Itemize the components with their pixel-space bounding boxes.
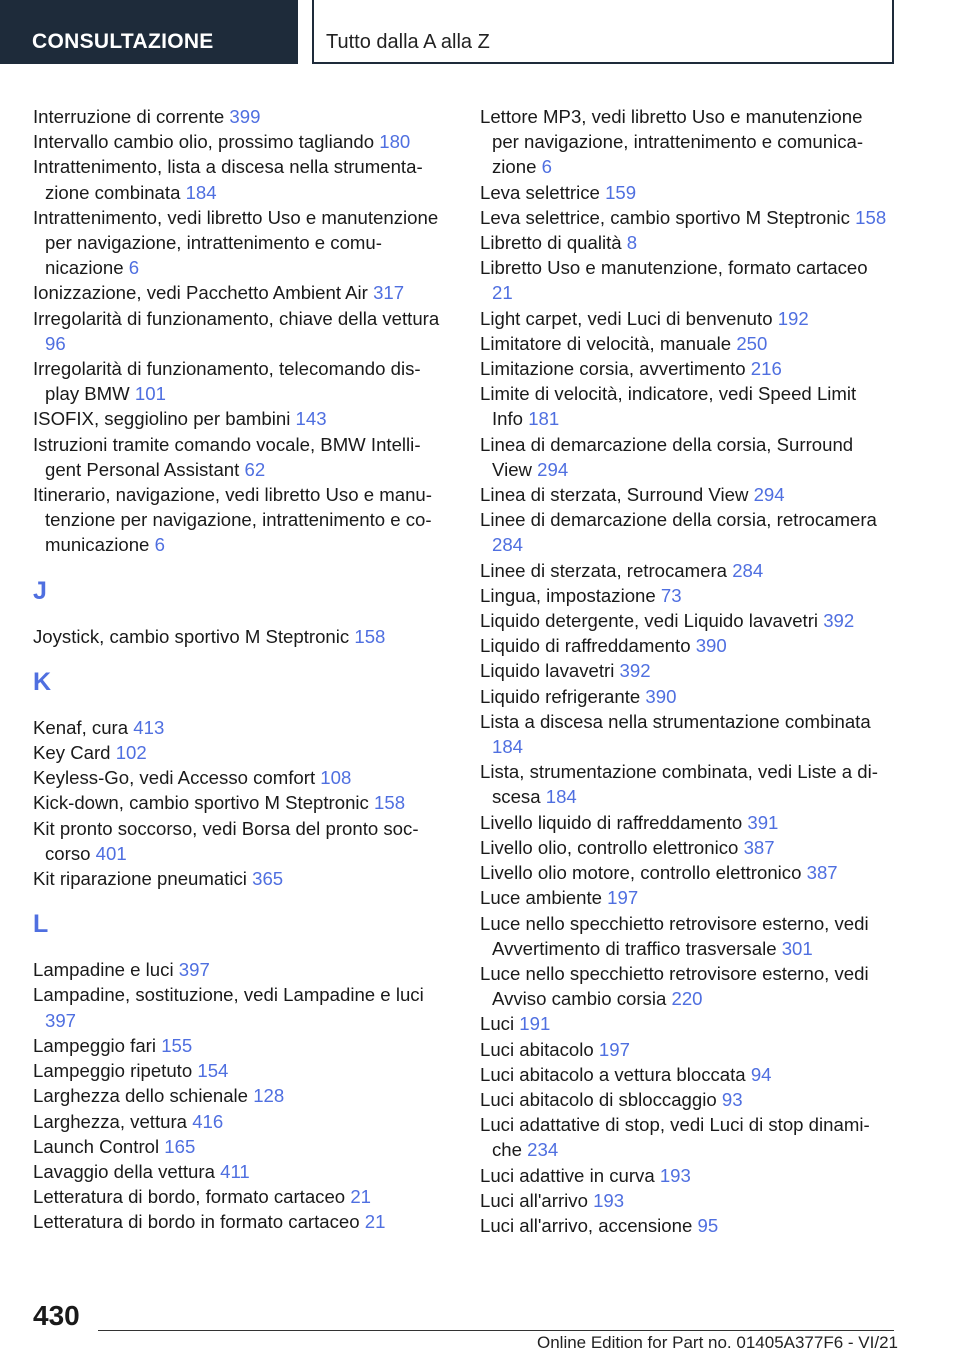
index-entry-text: Livello olio motore, controllo elettronico [480,862,802,884]
index-entry-text: Interruzione di corrente [33,106,225,127]
index-entry-text: Lista a discesa nella strumentazione combinata [480,710,871,732]
index-entry [33,1109,443,1134]
page-reference-link[interactable]: 155 [161,1034,193,1056]
page-reference-link[interactable]: 158 [374,792,406,814]
index-entry [480,1112,890,1162]
index-entry [33,1033,443,1058]
index-entry [480,104,890,180]
index-entry [33,406,443,431]
index-entry [33,866,443,891]
index-entry-text: Livello liquido di raffreddamento [480,811,743,833]
index-entry-text: Luce nello specchietto retrovisore esterno, vedi Avvertimento di traffico trasversale [480,912,869,959]
index-entry [33,765,443,790]
index-entry [33,624,443,649]
page-reference-link[interactable]: 416 [192,1110,224,1132]
index-entry-text: Lampadine e luci [33,959,174,981]
index-entry [480,709,890,759]
page-reference-link[interactable]: 8 [626,232,638,254]
index-entry-text: Liquido detergente, vedi Liquido lavavetri [480,610,819,632]
index-entry [480,180,890,205]
index-entry-text: Leva selettrice, cambio sportivo M Steptronic [480,206,850,228]
index-entry-text: Livello olio, controllo elettronico [480,836,739,858]
index-entry [480,255,890,305]
page-reference-link[interactable]: 191 [519,1013,551,1035]
index-entry [33,790,443,815]
index-entry [480,482,890,507]
page-reference-link[interactable]: 294 [753,484,785,506]
index-entry [480,230,890,255]
index-entry-text: Luci [480,1013,515,1035]
page-reference-link[interactable]: 284 [732,559,764,581]
index-entry-text: Istruzioni tramite comando vocale, BMW Intelligent Personal Assistant [33,433,421,480]
index-entry-text: Itinerario, navigazione, vedi libretto Uso e manutenzione per navigazione, intrattenimento e comunicazione [33,484,432,556]
index-entry [33,715,443,740]
index-entry [480,608,890,633]
page-reference-link[interactable]: 184 [545,786,577,808]
index-column-left [33,104,443,1235]
index-entry-text: Lampeggio ripetuto [33,1060,193,1082]
page-reference-link[interactable]: 159 [605,181,637,203]
index-letter-heading: J [33,576,47,605]
index-entry [480,381,890,431]
page-reference-link[interactable]: 390 [645,685,677,707]
page-reference-link[interactable]: 101 [134,383,166,405]
page-reference-link[interactable]: 6 [541,156,552,178]
page-reference-link[interactable]: 6 [128,257,140,279]
index-entry [480,835,890,860]
index-entry [480,911,890,961]
page-reference-link[interactable]: 390 [695,635,727,657]
page-reference-link[interactable]: 250 [736,332,768,354]
page-reference-link[interactable]: 413 [133,716,165,738]
index-entry-text: Letteratura di bordo in formato cartaceo [33,1211,360,1233]
page-reference-link[interactable]: 184 [492,736,524,758]
index-entry-text: Luci all'arrivo [480,1189,588,1211]
index-entry [480,583,890,608]
index-column-right [480,104,890,1238]
index-entry-text: Liquido refrigerante [480,685,641,707]
page-reference-link[interactable]: 95 [697,1214,719,1236]
index-entry [480,331,890,356]
index-entry-text: Libretto Uso e manutenzione, formato cartaceo [480,257,868,279]
page-reference-link[interactable]: 193 [593,1189,625,1211]
index-entry [33,1159,443,1184]
page-reference-link[interactable]: 143 [295,408,327,430]
index-entry [480,759,890,809]
index-entry-text: Limite di velocità, indicatore, vedi Speed Limit Info [480,383,857,430]
index-entry-text: Light carpet, vedi Luci di benvenuto [480,307,773,329]
page-reference-link[interactable]: 128 [253,1085,285,1107]
page-reference-link[interactable]: 102 [115,742,147,764]
section-label: CONSULTAZIONE [0,0,298,64]
index-entry-text: Lettore MP3, vedi libretto Uso e manutenzione per navigazione, intrattenimento e comunicazione [480,106,864,178]
index-entry-text: Linea di sterzata, Surround View [480,484,749,506]
page-reference-link[interactable]: 216 [750,358,782,380]
index-entry-text: Larghezza, vettura [33,1110,188,1132]
index-entry [33,740,443,765]
page-reference-link[interactable]: 401 [95,842,127,864]
page-reference-link[interactable]: 62 [244,458,266,480]
index-entry-text: Kenaf, cura [33,716,129,738]
page-number: 430 [33,1300,80,1331]
index-entry-text: Linee di demarcazione della corsia, retrocamera [480,509,877,531]
index-entry-text: Kick-down, cambio sportivo M Steptronic [33,792,369,814]
index-entry-text: Intrattenimento, vedi libretto Uso e manutenzione per navigazione, intrattenimento e comunicazione [33,206,439,279]
index-entry [33,280,443,305]
index-entry-text: Lista, strumentazione combinata, vedi Liste a discesa [480,761,878,808]
index-entry [33,104,443,129]
index-entry [480,633,890,658]
page-reference-link[interactable]: 180 [379,131,411,153]
header-title: Tutto dalla A alla Z [326,31,490,53]
index-entry-text: Larghezza dello schienale [33,1085,249,1107]
index-entry [480,558,890,583]
index-entry-text: Luce ambiente [480,887,602,909]
index-entry [480,205,890,230]
page-reference-link[interactable]: 301 [781,937,813,959]
index-entry [480,860,890,885]
page-reference-link[interactable]: 391 [747,811,779,833]
index-entry [33,1184,443,1209]
index-entry [33,1058,443,1083]
page-reference-link[interactable]: 96 [45,332,66,354]
index-letter-heading: L [33,910,49,939]
page-reference-link[interactable]: 392 [619,660,651,682]
index-entry-text: Linee di sterzata, retrocamera [480,559,728,581]
index-entry-text: Lavaggio della vettura [33,1160,215,1182]
index-entry-text: Kit pronto soccorso, vedi Borsa del pronto soccorso [33,817,419,864]
index-entry-text: Luci adattative di stop, vedi Luci di stop dinamiche [480,1114,870,1161]
page-reference-link[interactable]: 397 [45,1009,77,1031]
index-entry [480,1062,890,1087]
index-entry-text: Luci all'arrivo, accensione [480,1214,693,1236]
page-reference-link[interactable]: 6 [154,534,165,556]
page-reference-link[interactable]: 234 [527,1139,559,1161]
page-reference-link[interactable]: 197 [607,887,639,909]
index-entry [33,1083,443,1108]
index-entry [33,154,443,204]
page-reference-link[interactable]: 399 [229,106,261,127]
index-entry [33,205,443,281]
index-entry-text: Limitatore di velocità, manuale [480,332,732,354]
index-entry-text: Leva selettrice [480,181,600,203]
page-reference-link[interactable]: 294 [537,458,569,480]
index-entry-text: Liquido lavavetri [480,660,615,682]
index-entry [33,432,443,482]
page-reference-link[interactable]: 181 [528,408,560,430]
page-reference-link[interactable]: 220 [671,988,703,1010]
page-reference-link[interactable]: 184 [185,181,217,203]
index-entry-text: Irregolarità di funzionamento, chiave della vettura [33,307,440,329]
index-entry-text: Joystick, cambio sportivo M Steptronic [33,625,350,647]
index-entry-text: Lampadine, sostituzione, vedi Lampadine e luci [33,984,424,1006]
index-entry [33,482,443,558]
page-reference-link[interactable]: 94 [750,1063,772,1085]
index-entry [480,1188,890,1213]
index-entry [480,306,890,331]
page-header [0,0,960,66]
page-reference-link[interactable]: 21 [350,1186,371,1208]
page-reference-link[interactable]: 397 [178,959,210,981]
edition-note: Online Edition for Part no. 01405A377F6 - VI/21 [536,1333,898,1352]
index-entry [480,885,890,910]
index-entry [480,1163,890,1188]
index-entry-text: ISOFIX, seggiolino per bambini [33,408,291,430]
page-reference-link[interactable]: 165 [164,1135,196,1157]
index-entry [33,1134,443,1159]
index-entry-text: Linea di demarcazione della corsia, Surround View [480,433,854,480]
page-reference-link[interactable]: 93 [721,1088,743,1110]
page-reference-link[interactable]: 411 [220,1160,250,1182]
page-reference-link[interactable]: 193 [659,1164,691,1186]
index-entry [480,810,890,835]
index-entry-text: Luci abitacolo [480,1038,594,1060]
index-entry [33,1209,443,1234]
page-reference-link[interactable]: 197 [598,1038,630,1060]
page-reference-link[interactable]: 21 [364,1211,386,1233]
index-entry [480,1037,890,1062]
index-entry-text: Kit riparazione pneumatici [33,868,247,890]
page-reference-link[interactable]: 387 [806,862,838,884]
page-reference-link[interactable]: 317 [373,282,405,304]
index-entry [480,356,890,381]
page-reference-link[interactable]: 392 [823,610,855,632]
index-entry [480,1087,890,1112]
index-entry-text: Irregolarità di funzionamento, telecomando display BMW [33,358,421,405]
index-entry [33,816,443,866]
index-entry-text: Ionizzazione, vedi Pacchetto Ambient Air [33,282,368,304]
index-entry-text: Lampeggio fari [33,1034,157,1056]
index-letter-heading: K [33,667,52,696]
page-reference-link[interactable]: 21 [492,282,513,304]
index-entry [33,129,443,154]
index-entry [480,684,890,709]
index-entry-text: Intrattenimento, lista a discesa nella strumentazione combinata [33,156,423,203]
index-entry-text: Keyless-Go, vedi Accesso comfort [33,767,316,789]
index-entry-text: Luci adattive in curva [480,1164,655,1186]
index-entry [480,1213,890,1238]
index-entry [480,961,890,1011]
index-entry-text: Letteratura di bordo, formato cartaceo [33,1186,346,1208]
page-reference-link[interactable]: 158 [354,625,386,647]
page-reference-link[interactable]: 73 [660,584,682,606]
page-reference-link[interactable]: 154 [197,1060,229,1082]
index-entry-text: Lingua, impostazione [480,584,656,606]
page-reference-link[interactable]: 284 [492,534,524,556]
index-entry [33,356,443,406]
page-reference-link[interactable]: 192 [777,307,809,329]
index-entry [480,507,890,557]
index-entry-text: Libretto di qualità [480,232,622,254]
index-entry [480,658,890,683]
index-entry [33,306,443,356]
index-entry [33,957,443,982]
page-reference-link[interactable]: 158 [855,206,887,228]
index-entry-text: Luci abitacolo di sbloccaggio [480,1088,717,1110]
page-reference-link[interactable]: 387 [743,836,775,858]
footer-divider [98,1330,894,1331]
index-entry-text: Launch Control [33,1135,160,1157]
page-reference-link[interactable]: 365 [252,868,284,890]
page-reference-link[interactable]: 108 [320,767,352,789]
index-entry-text: Liquido di raffreddamento [480,635,691,657]
index-entry-text: Luci abitacolo a vettura bloccata [480,1063,746,1085]
index-entry [480,432,890,482]
index-entry [480,1011,890,1036]
index-entry [33,982,443,1032]
index-entry-text: Intervallo cambio olio, prossimo tagliando [33,131,375,153]
index-entry-text: Key Card [33,742,111,764]
index-entry-text: Luce nello specchietto retrovisore esterno, vedi Avviso cambio corsia [480,962,869,1010]
index-entry-text: Limitazione corsia, avvertimento [480,358,746,380]
